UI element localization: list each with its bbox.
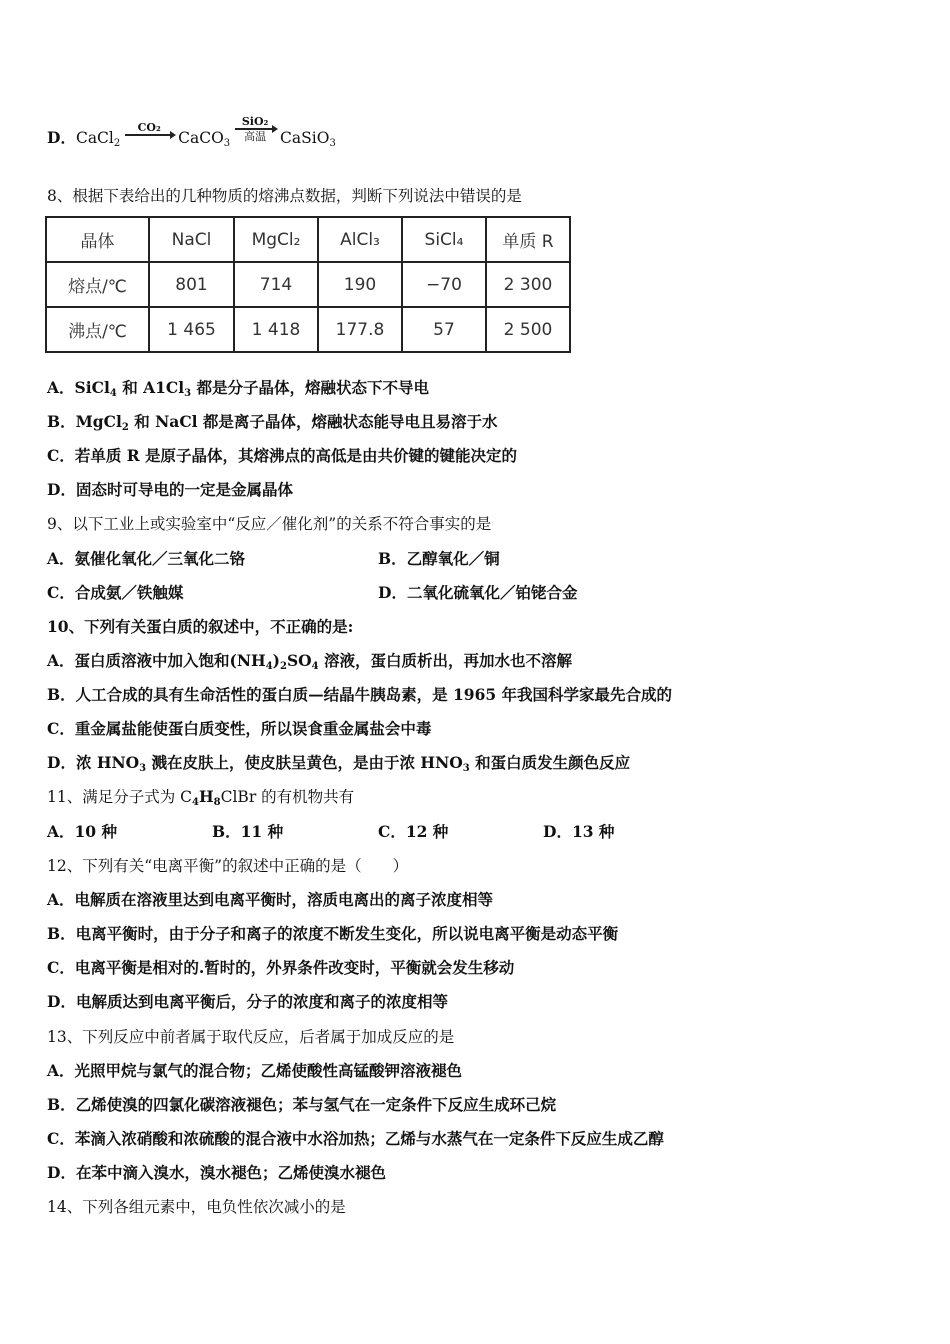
question-12-stem: 12、下列有关“电离平衡”的叙述中正确的是（ ） (47, 857, 409, 875)
table-header-row (46, 217, 570, 262)
table-cell: 2 500 (486, 307, 570, 352)
q7-option-d: D．CaCl$_2$ CO₂ CaCO$_3$ SiO₂ 高温 CaSiO$_3$ (47, 115, 336, 149)
q13-option-d: D．在苯中滴入溴水，溴水褪色；乙烯使溴水褪色 (47, 1163, 386, 1182)
table-header-cell: 晶体 (46, 217, 149, 262)
q8-option-b: B．MgCl$_2$ 和 NaCl 都是离子晶体，熔融状态能导电且易溶于水 (47, 412, 498, 433)
reaction-arrow-sio2: SiO₂ 高温 (235, 116, 275, 142)
table-cell: −70 (402, 262, 486, 307)
question-14-stem: 14、下列各组元素中，电负性依次减小的是 (47, 1198, 346, 1216)
option-label: D． (47, 128, 76, 147)
q8-option-a: A．SiCl$_4$ 和 $A1Cl_3$ 都是分子晶体，熔融状态下不导电 (47, 378, 430, 399)
q11-option-d: D．13 种 (543, 822, 615, 841)
question-11-stem: 11、满足分子式为 $C_4H_8ClBr$ 的有机物共有 (47, 787, 355, 808)
q12-option-d: D．电解质达到电离平衡后，分子的浓度和离子的浓度相等 (47, 992, 448, 1011)
q11-option-b: B．11 种 (212, 822, 284, 841)
q13-option-b: B．乙烯使溴的四氯化碳溶液褪色；苯与氢气在一定条件下反应生成环己烷 (47, 1095, 557, 1114)
question-8-stem: 8、根据下表给出的几种物质的熔沸点数据，判断下列说法中错误的是 (47, 187, 522, 205)
q10-option-b: B．人工合成的具有生命活性的蛋白质—结晶牛胰岛素，是 1965 年我国科学家最先合成的 (47, 685, 673, 704)
q12-option-b: B．电离平衡时，由于分子和离子的浓度不断发生变化，所以说电离平衡是动态平衡 (47, 924, 619, 943)
table-cell: 2 300 (486, 262, 570, 307)
q10-option-d: D．浓 $HNO_3$ 溅在皮肤上，使皮肤呈黄色，是由于浓 $HNO_3$ 和蛋白质发生颜色反应 (47, 753, 631, 774)
q11-option-c: C．12 种 (378, 822, 449, 841)
table-cell: 714 (234, 262, 318, 307)
table-header-cell: NaCl (149, 217, 234, 262)
q9-option-a: A．氨催化氧化／三氧化二铬 (47, 549, 246, 568)
melting-boiling-table (45, 216, 571, 353)
table-header-cell: MgCl₂ (234, 217, 318, 262)
q8-option-d: D．固态时可导电的一定是金属晶体 (47, 480, 293, 499)
q8-option-c: C．若单质 R 是原子晶体，其熔沸点的高低是由共价键的键能决定的 (47, 446, 518, 465)
q11-option-a: A．10 种 (47, 822, 117, 841)
table-cell: 沸点/℃ (46, 307, 149, 352)
table-header-cell: AlCl₃ (318, 217, 402, 262)
question-13-stem: 13、下列反应中前者属于取代反应，后者属于加成反应的是 (47, 1028, 455, 1046)
q9-option-d: D．二氧化硫氧化／铂铑合金 (378, 583, 578, 602)
table-cell: 1 418 (234, 307, 318, 352)
table-cell: 801 (149, 262, 234, 307)
table-cell: 57 (402, 307, 486, 352)
table-row (46, 307, 570, 352)
table-cell: 熔点/℃ (46, 262, 149, 307)
reaction-arrow-co2: CO₂ (125, 122, 173, 148)
question-10-stem: 10、下列有关蛋白质的叙述中，不正确的是: (47, 617, 354, 636)
q13-option-a: A．光照甲烷与氯气的混合物；乙烯使酸性高锰酸钾溶液褪色 (47, 1061, 463, 1080)
q9-option-c: C．合成氨／铁触媒 (47, 583, 184, 602)
table-header-cell: 单质 R (486, 217, 570, 262)
table-cell: 190 (318, 262, 402, 307)
table-cell: 1 465 (149, 307, 234, 352)
q10-option-c: C．重金属盐能使蛋白质变性，所以误食重金属盐会中毒 (47, 719, 432, 738)
q12-option-a: A．电解质在溶液里达到电离平衡时，溶质电离出的离子浓度相等 (47, 890, 494, 909)
question-9-stem: 9、以下工业上或实验室中“反应／催化剂”的关系不符合事实的是 (47, 515, 492, 533)
q10-option-a: A．蛋白质溶液中加入饱和$(NH_4)_2SO_4$ 溶液，蛋白质析出，再加水也不溶解 (47, 651, 573, 672)
table-header-cell: SiCl₄ (402, 217, 486, 262)
table-row (46, 262, 570, 307)
table-cell: 177.8 (318, 307, 402, 352)
q12-option-c: C．电离平衡是相对的.暂时的，外界条件改变时，平衡就会发生移动 (47, 958, 515, 977)
q13-option-c: C．苯滴入浓硝酸和浓硫酸的混合液中水浴加热；乙烯与水蒸气在一定条件下反应生成乙醇 (47, 1129, 664, 1148)
q9-option-b: B．乙醇氧化／铜 (378, 549, 500, 568)
